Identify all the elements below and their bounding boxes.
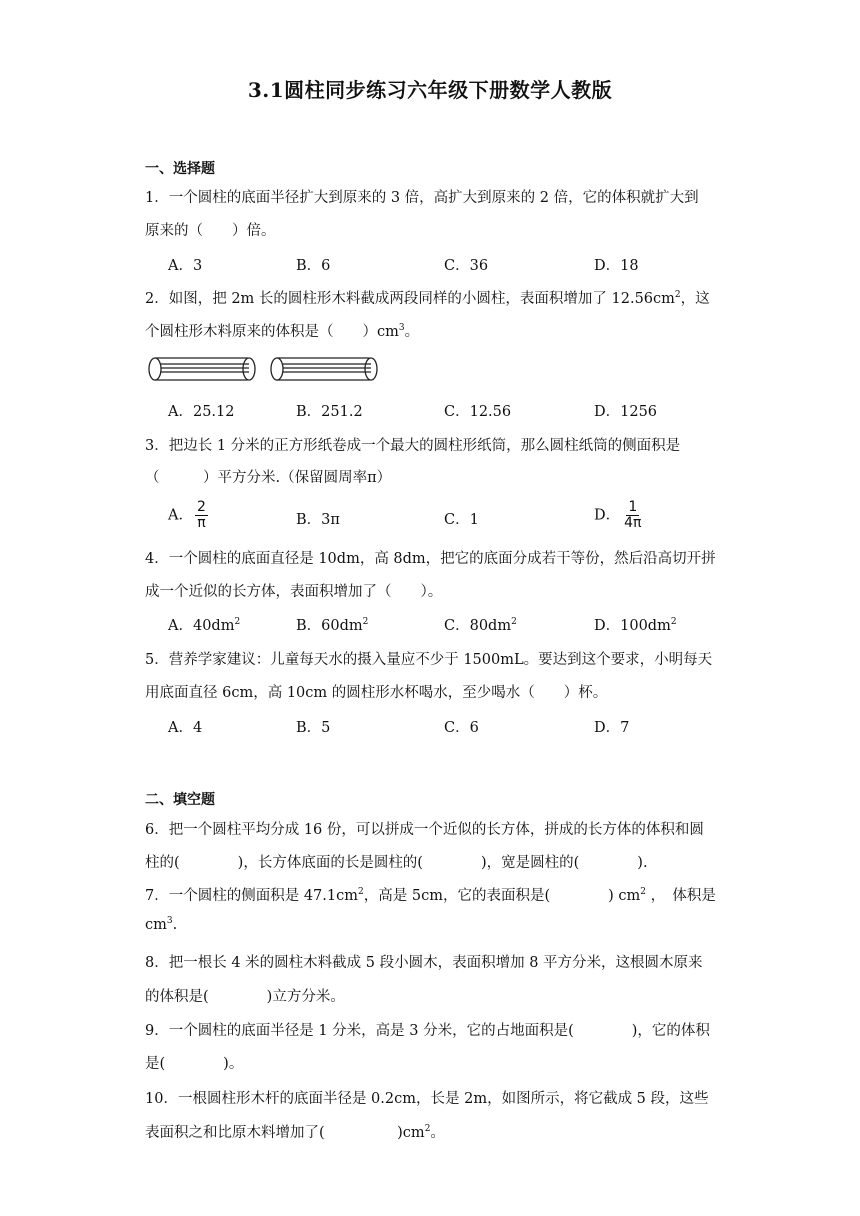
q1-option-b[interactable]: B．6	[296, 258, 331, 274]
log-piece-right	[271, 358, 377, 380]
q2-options	[168, 400, 688, 422]
q4-text-line1: 4．一个圆柱的底面直径是 10dm，高 8dm，把它的底面分成若干等份，然后沿高切开拼	[145, 551, 716, 567]
q5-option-d[interactable]: D．7	[594, 720, 630, 736]
q3-text-line2: （ ）平方分米.（保留圆周率π）	[145, 470, 392, 486]
q1-text-line2: 原来的（ ）倍。	[145, 223, 276, 239]
q7-text-line1: 7．一个圆柱的侧面积是 $47.1cm^2$，高是 5cm，它的表面积是( ) $cm^2$ ， 体积是	[145, 887, 716, 904]
q3-text-line1: 3．把边长 1 分米的正方形纸卷成一个最大的圆柱形纸筒，那么圆柱纸筒的侧面积是	[145, 438, 681, 454]
section-heading-choice: 一、选择题	[145, 161, 215, 177]
q4-option-b[interactable]: B．$60dm^2$	[296, 617, 369, 634]
q2-option-a[interactable]: A．25.12	[168, 404, 235, 420]
q10-text-line1: 10．一根圆柱形木杆的底面半径是 0.2cm，长是 2m，如图所示，将它截成 5 段，这些	[145, 1091, 709, 1107]
q7-text-line2: $cm^3$.	[145, 916, 178, 933]
q2-text-line1: 2．如图，把 2m 长的圆柱形木料截成两段同样的小圆柱，表面积增加了 $12.56cm^2$，这	[145, 290, 710, 307]
page-title: 3.1圆柱同步练习六年级下册数学人教版	[247, 78, 613, 102]
q1-text-line1: 1．一个圆柱的底面半径扩大到原来的 3 倍，高扩大到原来的 2 倍，它的体积就扩大到	[145, 190, 699, 206]
q1-option-a[interactable]: A．3	[168, 258, 203, 274]
q5-option-c[interactable]: C．6	[444, 720, 479, 736]
q10-text-line2: 表面积之和比原木料增加了( )$cm^2$。	[145, 1124, 445, 1141]
q2-text-line2: 个圆柱形木料原来的体积是（ ）$cm^3$。	[145, 323, 420, 340]
q2-option-d[interactable]: D．1256	[594, 404, 658, 420]
q3-option-b[interactable]: B．3π	[296, 512, 340, 528]
q4-text-line2: 成一个近似的长方体，表面积增加了（ ）。	[145, 584, 443, 600]
q8-text-line1: 8．把一根长 4 米的圆柱木料截成 5 段小圆木，表面积增加 8 平方分米，这根圆木原来	[145, 955, 703, 971]
q5-option-a[interactable]: A．4	[168, 720, 203, 736]
q5-options	[168, 716, 688, 738]
q2-option-c[interactable]: C．12.56	[444, 404, 512, 420]
q3-option-c[interactable]: C．1	[444, 512, 479, 528]
section-heading-fill: 二、填空题	[145, 792, 215, 808]
q9-text-line2: 是( )。	[145, 1056, 244, 1072]
q6-text-line1: 6．把一个圆柱平均分成 16 份，可以拼成一个近似的长方体，拼成的长方体的体积和圆	[145, 822, 704, 838]
q4-option-c[interactable]: C．$80dm^2$	[444, 617, 517, 634]
q8-text-line2: 的体积是( )立方分米。	[145, 989, 345, 1005]
log-pieces-figure	[145, 352, 385, 388]
q5-option-b[interactable]: B．5	[296, 720, 331, 736]
q1-option-d[interactable]: D．18	[594, 258, 639, 274]
q6-text-line2: 柱的( )，长方体底面的长是圆柱的( )，宽是圆柱的( ).	[145, 855, 648, 871]
q4-options	[168, 614, 688, 636]
q1-options	[168, 254, 688, 276]
q3-option-d[interactable]: D． $\frac{1}{4\pi}$	[594, 499, 642, 531]
q4-option-a[interactable]: A．$40dm^2$	[168, 617, 241, 634]
q9-text-line1: 9．一个圆柱的底面半径是 1 分米，高是 3 分米，它的占地面积是( )，它的体积	[145, 1023, 710, 1039]
q4-option-d[interactable]: D．$100dm^2$	[594, 617, 677, 634]
q1-option-c[interactable]: C．36	[444, 258, 489, 274]
q5-text-line2: 用底面直径 6cm，高 10cm 的圆柱形水杯喝水，至少喝水（ ）杯。	[145, 685, 608, 701]
q3-option-a[interactable]: A． $\frac{2}{\pi}$	[168, 499, 206, 531]
q2-option-b[interactable]: B．251.2	[296, 404, 363, 420]
q5-text-line1: 5．营养学家建议：儿童每天水的摄入量应不少于 1500mL。要达到这个要求，小明每天	[145, 652, 713, 668]
q3-options	[168, 500, 688, 534]
log-piece-left	[149, 358, 255, 380]
fraction-1-over-4pi: $\frac{1}{4\pi}$	[624, 499, 642, 531]
fraction-2-over-pi: $\frac{2}{\pi}$	[196, 499, 206, 531]
